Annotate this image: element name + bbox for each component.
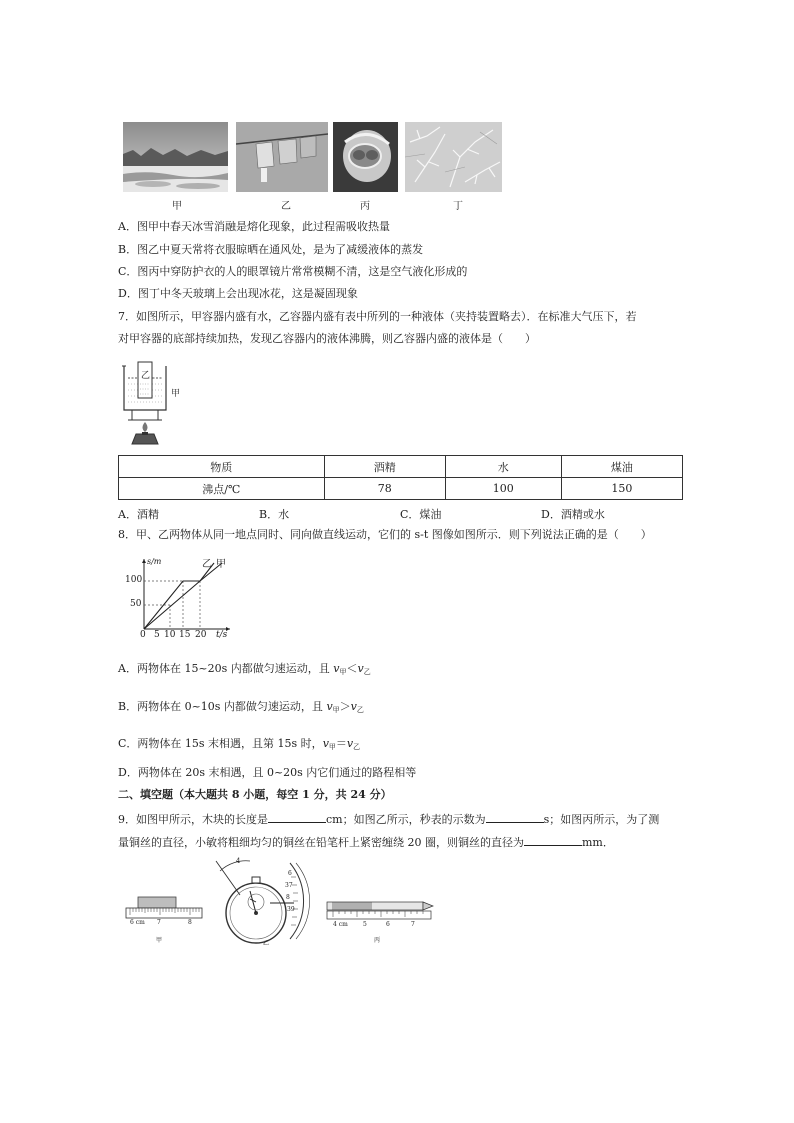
q9-ruler3-label-7: 7 [411,921,415,928]
photo-caption-jia: 甲 [172,201,182,212]
photo-caption-bing: 丙 [360,201,370,212]
subscript-yi: 乙 [353,743,361,751]
table-header-cell: 酒精 [324,456,445,478]
table-cell: 沸点/℃ [119,478,325,500]
q7-stem-line2: 对甲容器的底部持续加热，发现乙容器内的液体沸腾，则乙容器内盛的液体是（ ） [118,332,536,345]
q9-line1 [118,811,659,827]
q8-option-b-text: B．两物体在 0~10s 内都做匀速运动，且 [118,700,327,713]
photo-jia-snow-thaw [123,122,228,192]
q9-ruler3-caption: 丙 [374,937,381,944]
q9-watch-label-6: 6 [288,870,292,877]
q8-graph-x-tick-5: 5 [154,630,160,640]
relation-sign: ＞ [339,700,351,713]
q8-option-c [118,737,360,754]
q8-graph-y-label: s/m [147,557,162,566]
table-cell: 100 [445,478,561,500]
table-header-cell: 煤油 [561,456,682,478]
velocity-symbol: v [357,662,364,675]
q6-option-b: B．图乙中夏天常将衣服晾晒在通风处，是为了减缓液体的蒸发 [118,243,424,256]
photo-caption-ding: 丁 [453,201,463,212]
velocity-symbol: v [326,700,333,713]
q8-option-a [118,662,371,679]
photo-bing-protective-goggles [333,122,398,192]
subscript-jia: 甲 [332,706,340,714]
q9-line2 [118,834,614,850]
table-header-cell: 水 [445,456,561,478]
relation-sign: ＜ [346,662,358,675]
q9-ruler1-label-8: 8 [188,919,192,926]
q8-graph-x-label: t/s [216,630,228,640]
q9-ruler1-caption: 甲 [156,937,163,944]
q8-option-b [118,700,364,717]
subscript-yi: 乙 [356,706,364,714]
q9-ruler-block-figure [124,893,204,933]
q7-option-b: B．水 [259,508,290,521]
answer-blank-diameter[interactable] [524,834,582,846]
table-row [119,456,683,478]
answer-blank-length[interactable] [268,811,326,823]
subscript-yi: 乙 [363,668,371,676]
q9-ruler1-label-7: 7 [157,919,161,926]
q7-option-c: C．煤油 [400,508,442,521]
answer-blank-stopwatch[interactable] [486,811,544,823]
subscript-jia: 甲 [339,668,347,676]
q9-text-a: 9．如图甲所示，木块的长度是 [118,813,268,826]
velocity-symbol: v [322,737,329,750]
photo-ding-ice-flowers [405,122,502,192]
q8-graph-x-tick-15: 15 [179,630,191,640]
q9-stopwatch-figure [210,857,310,947]
q9-text-d: 量铜丝的直径，小敏将粗细均匀的铜丝在铅笔杆上紧密缠绕 20 圈，则铜丝的直径为 [118,836,524,849]
q8-option-d: D．两物体在 20s 末相遇，且 0~20s 内它们通过的路程相等 [118,766,417,779]
q9-ruler1-label-6cm: 6 cm [130,919,145,926]
q8-graph-legend-yi: 乙 [202,559,212,570]
q9-ruler3-label-4cm: 4 cm [333,921,348,928]
relation-sign: ＝ [335,737,347,750]
photo-yi-clothes-drying [236,122,328,192]
q8-graph-x-tick-20: 20 [195,630,207,640]
q9-text-b: cm；如图乙所示，秒表的示数为 [326,813,486,826]
velocity-symbol: v [350,700,357,713]
q7-option-d: D．酒精或水 [541,508,605,521]
photo-caption-yi: 乙 [281,201,291,212]
q8-graph-x-tick-10: 10 [164,630,176,640]
q6-option-d: D．图丁中冬天玻璃上会出现冰花，这是凝固现象 [118,287,358,300]
q7-boiling-point-table [118,455,683,500]
q9-ruler3-label-5: 5 [363,921,367,928]
table-cell: 150 [561,478,682,500]
q8-graph-y-tick-50: 50 [130,599,142,609]
q8-option-c-text: C．两物体在 15s 末相遇，且第 15s 时， [118,737,323,750]
velocity-symbol: v [346,737,354,750]
q9-watch-label-4: 4 [236,857,241,865]
velocity-symbol: v [333,662,340,675]
q9-watch-label-37: 37 [285,882,293,889]
q7-stem-line1: 7．如图所示，甲容器内盛有水，乙容器内盛有表中所列的一种液体（夹持装置略去）．在标准大气压下，若 [118,310,637,323]
q8-graph-x-tick-0: 0 [140,630,146,640]
q8-stem: 8．甲、乙两物体从同一地点同时、同向做直线运动，它们的 s-t 图像如图所示．则下列说法正确的是（ ） [118,528,652,541]
q7-option-a: A．酒精 [118,508,159,521]
subscript-jia: 甲 [328,743,336,751]
section-2-title: 二、填空题（本大题共 8 小题，每空 1 分，共 24 分） [118,788,392,801]
q9-watch-label-8: 8 [286,894,290,901]
q8-graph-legend-jia: 甲 [216,559,226,570]
table-cell: 78 [324,478,445,500]
q7-fig-label-yi: 乙 [141,371,151,381]
q9-text-e: mm． [582,836,614,849]
q6-option-a: A．图甲中春天冰雪消融是熔化现象，此过程需吸收热量 [118,220,390,233]
q7-beaker-figure [118,360,198,450]
q9-watch-label-39: 39 [287,906,295,913]
q8-graph-y-tick-100: 100 [125,575,143,585]
q9-ruler3-label-6: 6 [386,921,390,928]
q9-text-c: s；如图丙所示，为了测 [543,813,660,826]
q7-fig-label-jia: 甲 [171,389,181,399]
q9-watch-caption: 乙 [263,940,270,947]
q8-option-a-text: A．两物体在 15~20s 内都做匀速运动，且 [118,662,334,675]
table-row [119,478,683,500]
q6-option-c: C．图丙中穿防护衣的人的眼罩镜片常常模糊不清，这是空气液化形成的 [118,265,468,278]
table-header-cell: 物质 [119,456,325,478]
